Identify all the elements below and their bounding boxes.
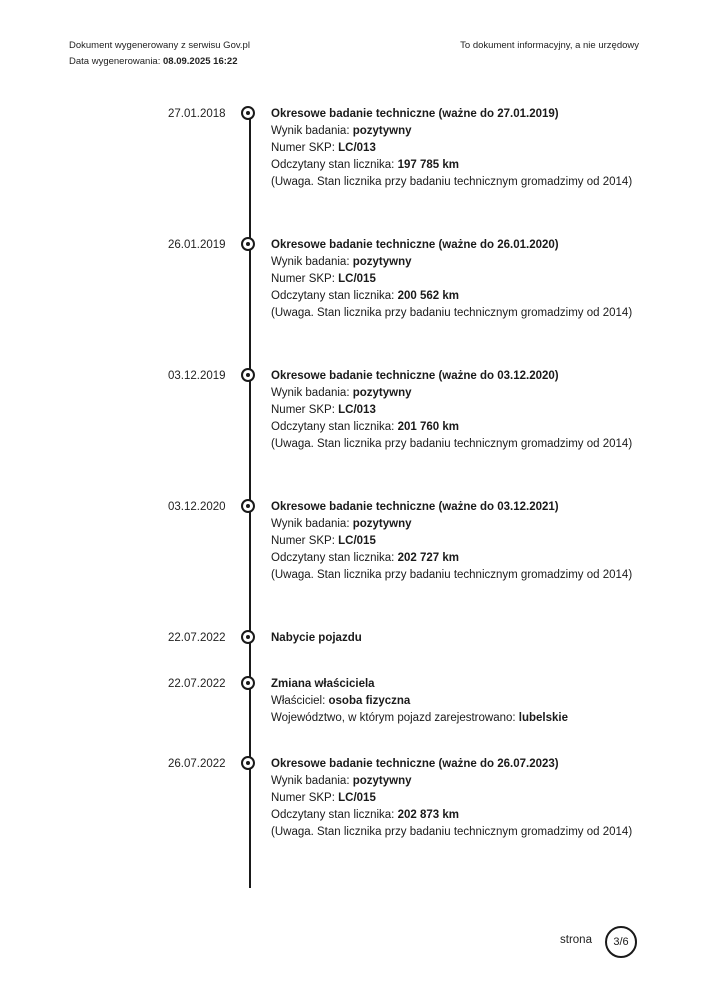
timeline-dot-icon xyxy=(241,499,255,513)
entry-date: 26.07.2022 xyxy=(168,758,226,770)
generation-date-value: 08.09.2025 16:22 xyxy=(163,56,238,67)
entry-skp: Numer SKP: LC/013 xyxy=(271,142,376,154)
entry-title: Okresowe badanie techniczne (ważne do 03.12.2020) xyxy=(271,370,559,382)
entry-owner: Właściciel: osoba fizyczna xyxy=(271,695,411,707)
timeline-dot-icon xyxy=(241,237,255,251)
entry-title: Okresowe badanie techniczne (ważne do 27.01.2019) xyxy=(271,108,559,120)
entry-result: Wynik badania: pozytywny xyxy=(271,775,412,787)
entry-date: 27.01.2018 xyxy=(168,108,226,120)
entry-content xyxy=(271,368,641,453)
entry-title: Nabycie pojazdu xyxy=(271,632,362,644)
entry-odometer: Odczytany stan licznika: 202 727 km xyxy=(271,552,459,564)
page-label: strona xyxy=(560,934,592,946)
source-text: Dokument wygenerowany z serwisu Gov.pl xyxy=(69,40,250,51)
entry-content xyxy=(271,630,641,647)
entry-odometer: Odczytany stan licznika: 197 785 km xyxy=(271,159,459,171)
entry-note: (Uwaga. Stan licznika przy badaniu technicznym gromadzimy od 2014) xyxy=(271,438,633,450)
timeline-dot-icon xyxy=(241,756,255,770)
entry-result: Wynik badania: pozytywny xyxy=(271,518,412,530)
entry-date: 22.07.2022 xyxy=(168,678,226,690)
entry-content xyxy=(271,676,641,727)
entry-odometer: Odczytany stan licznika: 200 562 km xyxy=(271,290,459,302)
entry-result: Wynik badania: pozytywny xyxy=(271,125,412,137)
entry-skp: Numer SKP: LC/015 xyxy=(271,535,376,547)
timeline-dot-icon xyxy=(241,676,255,690)
entry-content xyxy=(271,106,641,191)
entry-skp: Numer SKP: LC/015 xyxy=(271,273,376,285)
generation-date xyxy=(69,54,250,70)
entry-content xyxy=(271,237,641,322)
entry-date: 26.01.2019 xyxy=(168,239,226,251)
entry-content xyxy=(271,756,641,841)
entry-date: 22.07.2022 xyxy=(168,632,226,644)
entry-result: Wynik badania: pozytywny xyxy=(271,387,412,399)
entry-odometer: Odczytany stan licznika: 201 760 km xyxy=(271,421,459,433)
entry-voivodeship: Województwo, w którym pojazd zarejestrowano: lubelskie xyxy=(271,712,569,724)
entry-note: (Uwaga. Stan licznika przy badaniu technicznym gromadzimy od 2014) xyxy=(271,307,633,319)
timeline-dot-icon xyxy=(241,368,255,382)
entry-date: 03.12.2020 xyxy=(168,501,226,513)
entry-title: Okresowe badanie techniczne (ważne do 26.07.2023) xyxy=(271,758,559,770)
entry-result: Wynik badania: pozytywny xyxy=(271,256,412,268)
generation-date-label: Data wygenerowania: xyxy=(69,56,161,67)
document-header-left xyxy=(69,38,250,70)
entry-note: (Uwaga. Stan licznika przy badaniu technicznym gromadzimy od 2014) xyxy=(271,826,633,838)
entry-title: Okresowe badanie techniczne (ważne do 03.12.2021) xyxy=(271,501,559,513)
entry-title: Zmiana właściciela xyxy=(271,678,375,690)
entry-date: 03.12.2019 xyxy=(168,370,226,382)
timeline-dot-icon xyxy=(241,630,255,644)
timeline-dot-icon xyxy=(241,106,255,120)
entry-odometer: Odczytany stan licznika: 202 873 km xyxy=(271,809,459,821)
entry-title: Okresowe badanie techniczne (ważne do 26.01.2020) xyxy=(271,239,559,251)
disclaimer: To dokument informacyjny, a nie urzędowy xyxy=(460,40,639,51)
entry-skp: Numer SKP: LC/015 xyxy=(271,792,376,804)
entry-content xyxy=(271,499,641,584)
entry-skp: Numer SKP: LC/013 xyxy=(271,404,376,416)
page-number: 3/6 xyxy=(605,926,637,958)
entry-note: (Uwaga. Stan licznika przy badaniu technicznym gromadzimy od 2014) xyxy=(271,176,633,188)
entry-note: (Uwaga. Stan licznika przy badaniu technicznym gromadzimy od 2014) xyxy=(271,569,633,581)
